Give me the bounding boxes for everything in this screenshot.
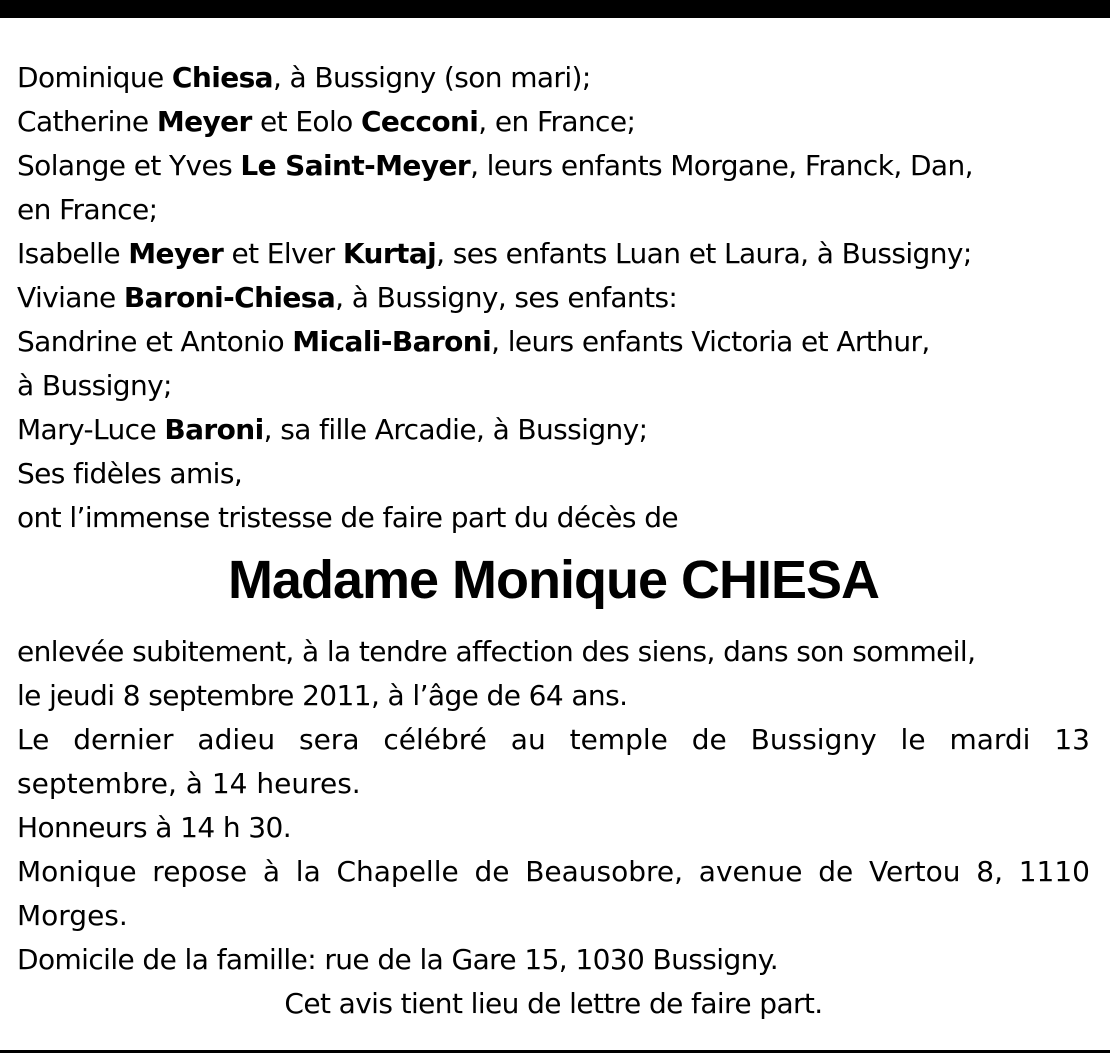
family-line-5: Isabelle Meyer et Elver Kurtaj, ses enfants Luan et Laura, à Bussigny; xyxy=(17,237,972,270)
announcement-line: ont l’immense tristesse de faire part du décès de xyxy=(17,501,678,534)
family-line-2: Catherine Meyer et Eolo Cecconi, en France; xyxy=(17,105,636,138)
family-line-3: Solange et Yves Le Saint-Meyer, leurs enfants Morgane, Franck, Dan, xyxy=(17,149,973,182)
family-list xyxy=(17,56,1090,540)
obituary-notice xyxy=(17,56,1090,1026)
family-line-7: Sandrine et Antonio Micali-Baroni, leurs enfants Victoria et Arthur, xyxy=(17,325,930,358)
family-line-8: à Bussigny; xyxy=(17,369,172,402)
details xyxy=(17,630,1090,1026)
honours-line: Honneurs à 14 h 30. xyxy=(17,811,292,844)
family-address-line: Domicile de la famille: rue de la Gare 15, 1030 Bussigny. xyxy=(17,943,779,976)
family-line-4: en France; xyxy=(17,193,158,226)
family-line-10: Ses fidèles amis, xyxy=(17,457,243,490)
deceased-name: Madame Monique CHIESA xyxy=(227,550,880,610)
top-border xyxy=(0,0,1110,18)
ceremony-paragraph: Le dernier adieu sera célébré au temple de Bussigny le mardi 13 septembre, à 14 heures. xyxy=(17,723,1090,800)
family-line-9: Mary-Luce Baroni, sa fille Arcadie, à Bussigny; xyxy=(17,413,648,446)
details-line-1: enlevée subitement, à la tendre affection des siens, dans son sommeil, xyxy=(17,635,976,668)
family-line-6: Viviane Baroni-Chiesa, à Bussigny, ses enfants: xyxy=(17,281,678,314)
details-line-2: le jeudi 8 septembre 2011, à l’âge de 64 ans. xyxy=(17,679,628,712)
family-line-1: Dominique Chiesa, à Bussigny (son mari); xyxy=(17,61,591,94)
closing-note: Cet avis tient lieu de lettre de faire part. xyxy=(284,987,823,1020)
rest-place-paragraph: Monique repose à la Chapelle de Beausobre, avenue de Vertou 8, 1110 Morges. xyxy=(17,855,1090,932)
bottom-border xyxy=(0,1050,1110,1053)
